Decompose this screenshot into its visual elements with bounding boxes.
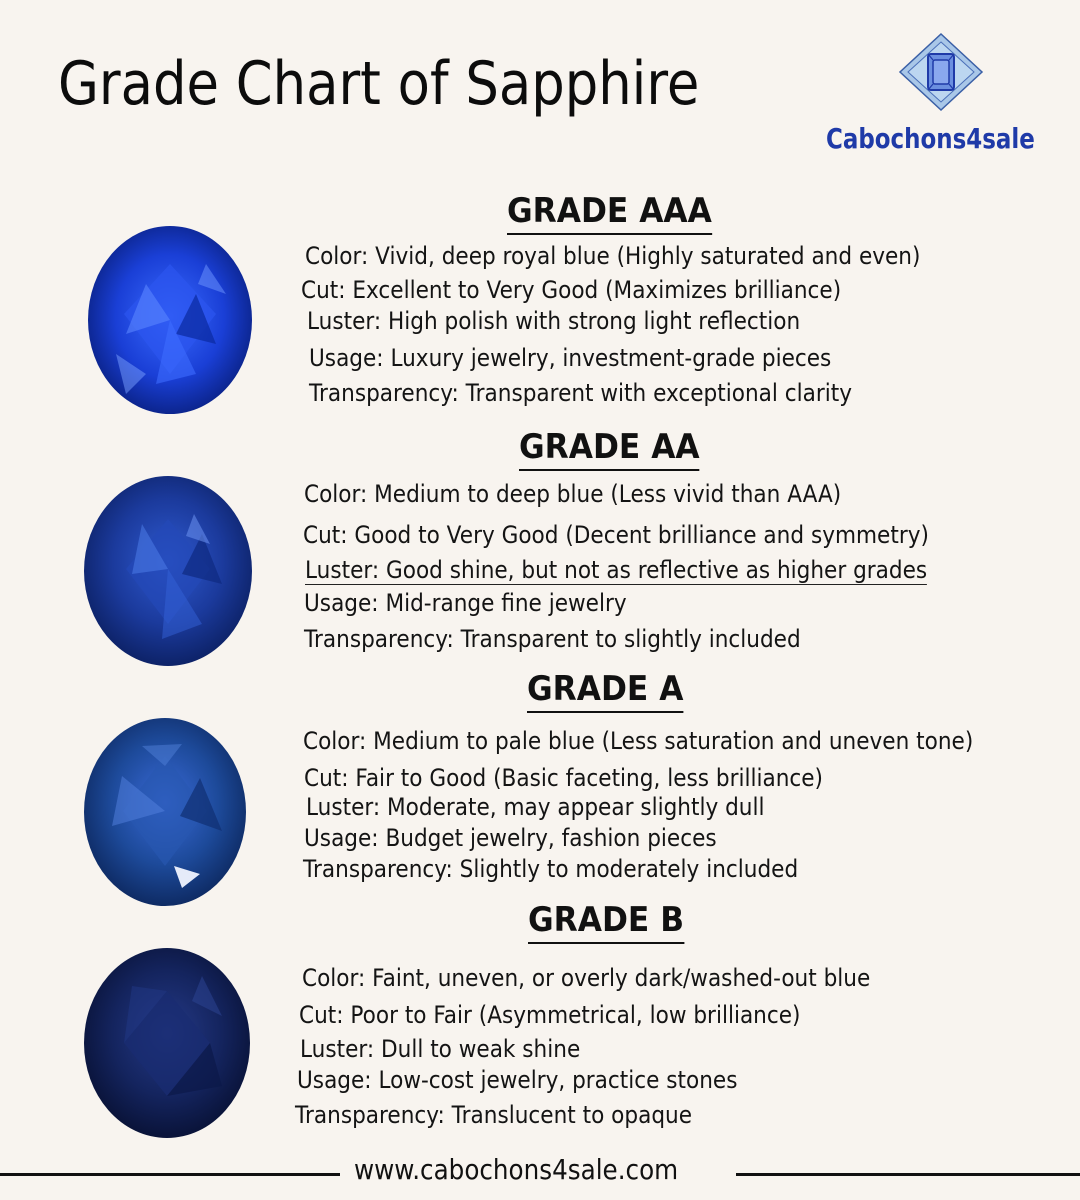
grade-aaa-usage: Usage: Luxury jewelry, investment-grade pieces <box>309 344 832 372</box>
grade-aa-heading: GRADE AA <box>519 430 700 471</box>
grade-b-luster: Luster: Dull to weak shine <box>300 1035 581 1063</box>
brand-name: Cabochons4sale <box>826 122 1035 155</box>
grade-a-usage: Usage: Budget jewelry, fashion pieces <box>304 824 717 852</box>
footer-divider-left <box>0 1173 340 1176</box>
grade-a-heading: GRADE A <box>527 672 683 713</box>
sapphire-aaa-image <box>86 224 254 416</box>
grade-b-usage: Usage: Low-cost jewelry, practice stones <box>297 1066 738 1094</box>
grade-aa-cut: Cut: Good to Very Good (Decent brilliance and symmetry) <box>303 521 929 549</box>
grade-aa-luster: Luster: Good shine, but not as reflective as higher grades <box>305 556 928 584</box>
grade-b-heading: GRADE B <box>528 903 684 944</box>
emerald-cut-gem-icon <box>896 32 986 112</box>
grade-aa-transparency: Transparency: Transparent to slightly included <box>304 625 801 653</box>
footer-divider-right <box>736 1173 1080 1176</box>
grade-aa-color: Color: Medium to deep blue (Less vivid than AAA) <box>304 480 842 508</box>
page-title: Grade Chart of Sapphire <box>58 49 700 119</box>
grade-aaa-heading: GRADE AAA <box>507 194 712 235</box>
grade-aaa-color: Color: Vivid, deep royal blue (Highly saturated and even) <box>305 242 921 270</box>
sapphire-a-image <box>82 716 248 908</box>
grade-b-transparency: Transparency: Translucent to opaque <box>295 1101 693 1129</box>
grade-b-color: Color: Faint, uneven, or overly dark/washed-out blue <box>302 964 871 992</box>
grade-aaa-cut: Cut: Excellent to Very Good (Maximizes brilliance) <box>301 276 842 304</box>
sapphire-b-image <box>82 946 252 1140</box>
grade-b-cut: Cut: Poor to Fair (Asymmetrical, low brilliance) <box>299 1001 801 1029</box>
grade-aaa-luster: Luster: High polish with strong light reflection <box>307 307 801 335</box>
grade-aa-usage: Usage: Mid-range fine jewelry <box>304 589 627 617</box>
grade-a-luster: Luster: Moderate, may appear slightly dull <box>306 793 765 821</box>
grade-aaa-transparency: Transparency: Transparent with exceptional clarity <box>309 379 852 407</box>
grade-a-cut: Cut: Fair to Good (Basic faceting, less brilliance) <box>304 764 823 792</box>
grade-a-transparency: Transparency: Slightly to moderately included <box>303 855 799 883</box>
footer-website-link[interactable]: www.cabochons4sale.com <box>354 1153 679 1186</box>
grade-a-color: Color: Medium to pale blue (Less saturation and uneven tone) <box>303 727 974 755</box>
brand-logo[interactable] <box>826 30 1046 160</box>
sapphire-aa-image <box>82 474 254 668</box>
